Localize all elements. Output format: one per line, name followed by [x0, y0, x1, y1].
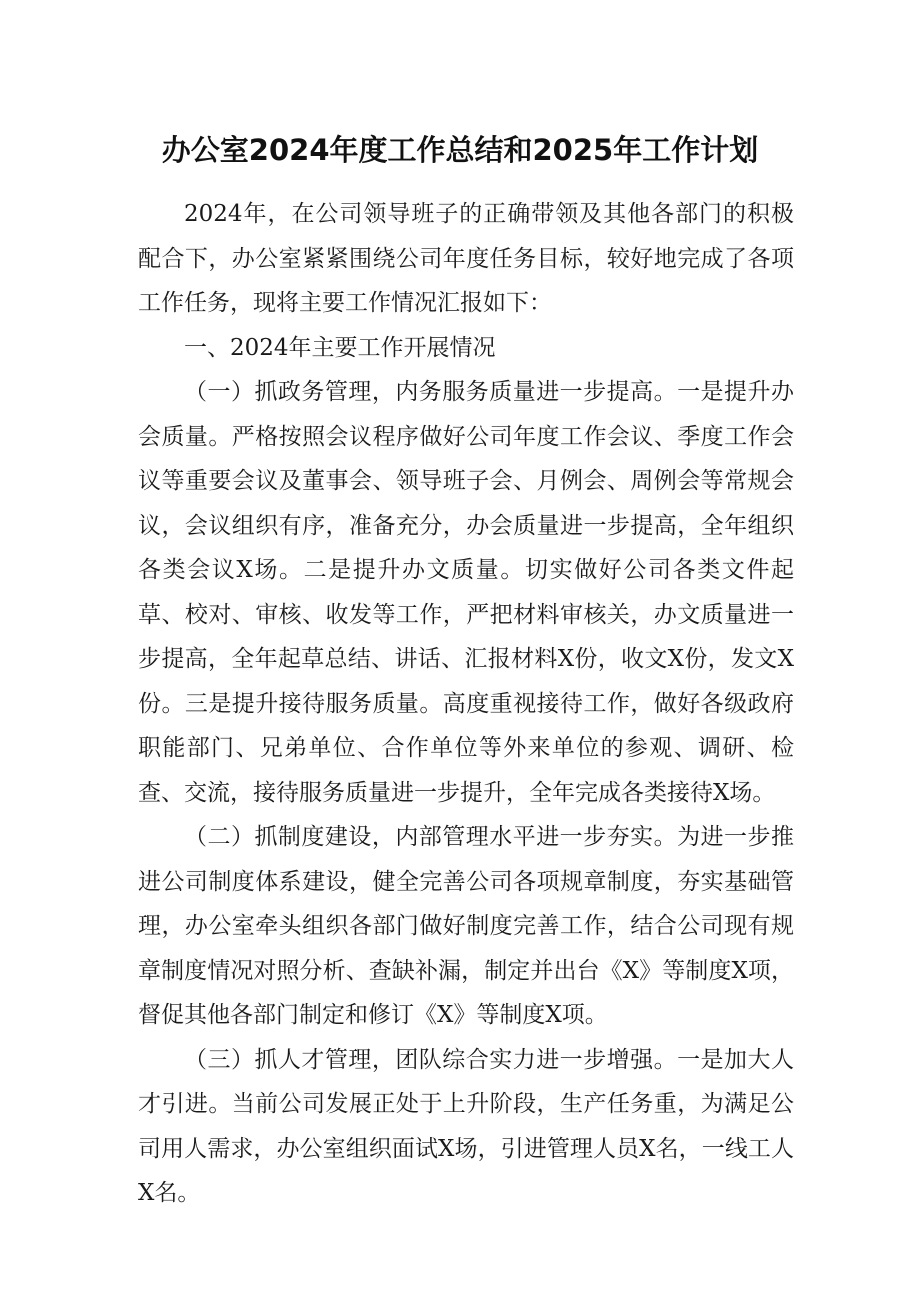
paragraph-item-3: （三）抓人才管理，团队综合实力进一步增强。一是加大人才引进。当前公司发展正处于上升阶段，生产任务重，为满足公司用人需求，办公室组织面试X场，引进管理人员X名，一线工人X名。 [138, 1046, 794, 1206]
document-body [138, 192, 794, 1216]
paragraph-intro: 2024年，在公司领导班子的正确带领及其他各部门的积极配合下，办公室紧紧围绕公司年度任务目标，较好地完成了各项工作任务，现将主要工作情况汇报如下： [138, 201, 794, 316]
paragraph-item-2: （二）抓制度建设，内部管理水平进一步夯实。为进一步推进公司制度体系建设，健全完善公司各项规章制度，夯实基础管理，办公室牵头组织各部门做好制度完善工作，结合公司现有规章制度情况对照分析、查缺补漏，制定并出台《X》等制度X项，督促其他各部门制定和修订《X》等制度X项。 [138, 824, 794, 1028]
document-title: 办公室2024年度工作总结和2025年工作计划 [161, 133, 759, 167]
section-heading: 一、2024年主要工作开展情况 [184, 334, 496, 361]
paragraph-item-1: （一）抓政务管理，内务服务质量进一步提高。一是提升办会质量。严格按照会议程序做好公司年度工作会议、季度工作会议等重要会议及董事会、领导班子会、月例会、周例会等常规会议，会议组织有序，准备充分，办会质量进一步提高，全年组织各类会议X场。二是提升办文质量。切实做好公司各类文件起草、校对、审核、收发等工作，严把材料审核关，办文质量进一步提高，全年起草总结、讲话、汇报材料X份，收文X份，发文X份。三是提升接待服务质量。高度重视接待工作，做好各级政府职能部门、兄弟单位、合作单位等外来单位的参观、调研、检查、交流，接待服务质量进一步提升，全年完成各类接待X场。 [138, 379, 794, 806]
